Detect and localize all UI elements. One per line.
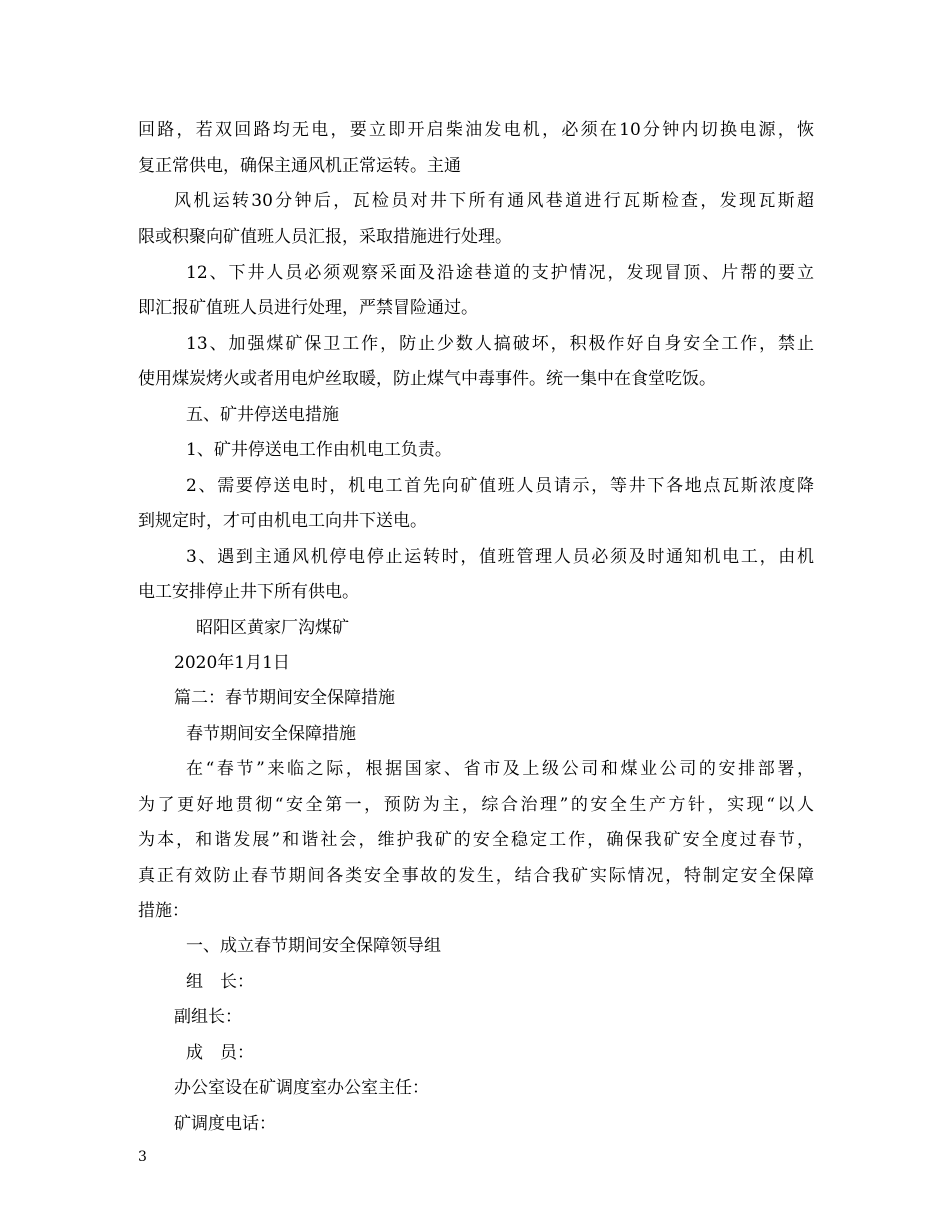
body-text-line: 风机运转30分钟后，瓦检员对井下所有通风巷道进行瓦斯检查，发现瓦斯超 — [174, 191, 814, 211]
body-text-line: 2、需要停送电时，机电工首先向矿值班人员请示，等井下各地点瓦斯浓度降 — [186, 476, 814, 496]
body-text-line: 使用煤炭烤火或者用电炉丝取暖，防止煤气中毒事件。统一集中在食堂吃饭。 — [138, 369, 716, 389]
signature-date: 2020年1月1日 — [174, 653, 290, 673]
section-heading: 一、成立春节期间安全保障领导组 — [186, 936, 441, 956]
body-text-line: 到规定时，才可由机电工向井下送电。 — [138, 511, 427, 531]
form-field-label: 成 员： — [186, 1043, 254, 1063]
chapter-heading: 篇二：春节期间安全保障措施 — [174, 688, 395, 708]
form-field-label: 矿调度电话： — [174, 1114, 276, 1134]
body-text-line: 限或积聚向矿值班人员汇报，采取措施进行处理。 — [138, 227, 512, 247]
body-text-line: 真正有效防止春节期间各类安全事故的发生，结合我矿实际情况，特制定安全保障 — [138, 866, 814, 886]
body-text-line: 12、下井人员必须观察采面及沿途巷道的支护情况，发现冒顶、片帮的要立 — [186, 263, 814, 283]
form-field-label: 办公室设在矿调度室办公室主任： — [174, 1078, 429, 1098]
body-text-line: 为本，和谐发展”和谐社会，维护我矿的安全稳定工作，确保我矿安全度过春节， — [138, 830, 814, 850]
body-text-line: 措施： — [138, 901, 189, 921]
form-field-label: 副组长： — [174, 1007, 242, 1027]
body-text-line: 即汇报矿值班人员进行处理，严禁冒险通过。 — [138, 298, 478, 318]
page-number: 3 — [138, 1149, 147, 1165]
body-text-line: 在“春节”来临之际，根据国家、省市及上级公司和煤业公司的安排部署， — [186, 759, 814, 779]
body-text-line: 13、加强煤矿保卫工作，防止少数人搞破坏，积极作好自身安全工作，禁止 — [186, 334, 814, 354]
body-text-line: 3、遇到主通风机停电停止运转时，值班管理人员必须及时通知机电工，由机 — [186, 547, 814, 567]
body-text-line: 复正常供电，确保主通风机正常运转。主通 — [138, 156, 461, 176]
body-text-line: 电工安排停止井下所有供电。 — [138, 582, 359, 602]
body-text-line: 为了更好地贯彻“安全第一，预防为主，综合治理”的安全生产方针，实现“以人 — [138, 795, 814, 815]
body-text-line: 1、矿井停送电工作由机电工负责。 — [186, 440, 452, 460]
section-heading: 五、矿井停送电措施 — [186, 405, 339, 425]
document-title: 春节期间安全保障措施 — [186, 724, 356, 744]
body-text-line: 回路，若双回路均无电，要立即开启柴油发电机，必须在10分钟内切换电源，恢 — [138, 120, 814, 140]
form-field-label: 组 长： — [186, 972, 254, 992]
signature-organization: 昭阳区黄家厂沟煤矿 — [196, 618, 349, 638]
